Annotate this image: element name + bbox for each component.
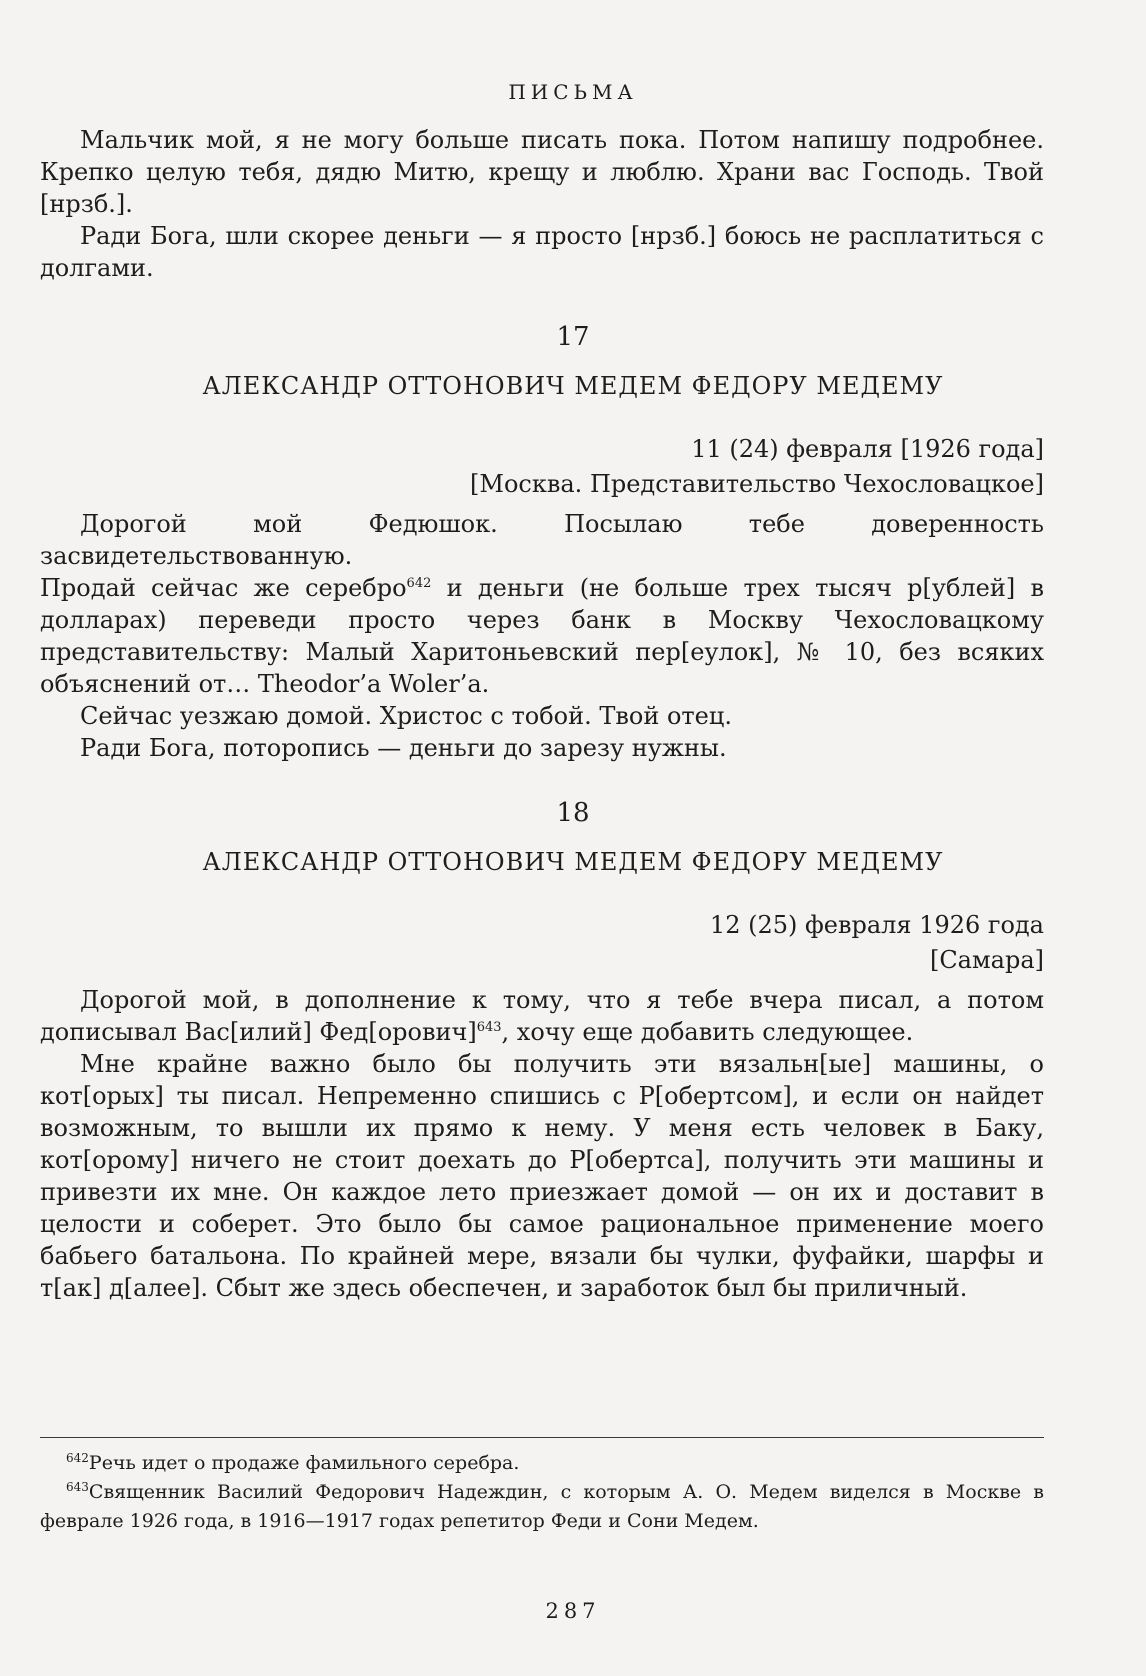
footnote-text: Речь идет о продаже фамильного серебра.: [88, 1452, 520, 1474]
footnote-643: [40, 1478, 1044, 1536]
text-run: , хочу еще добавить следующее.: [501, 1018, 914, 1046]
letter-17-title: АЛЕКСАНДР ОТТОНОВИЧ МЕДЕМ ФЕДОРУ МЕДЕМУ: [202, 372, 944, 400]
letter-18-date: 12 (25) февраля 1926 года: [709, 911, 1044, 939]
footnote-ref-643[interactable]: 643: [476, 1020, 502, 1035]
letter-18-number: 18: [556, 798, 590, 828]
footnote-mark: 643: [66, 1480, 89, 1494]
text-run: и деньги (не больше трех тысяч р[ублей] в долларах) переведи просто через банк в Москву Чехословацкому представительству: Малый Харитоньевский пер[еулок], № 10, без всяких объяснений от… Theodor’a Woler’a.: [40, 574, 1044, 698]
paragraph: [40, 984, 1044, 1048]
previous-letter-ending: [40, 124, 1044, 284]
paragraph: Сейчас уезжаю домой. Христос с тобой. Твой отец.: [80, 702, 732, 730]
letter-18-title: АЛЕКСАНДР ОТТОНОВИЧ МЕДЕМ ФЕДОРУ МЕДЕМУ: [202, 848, 944, 876]
footnote-ref-642[interactable]: 642: [406, 576, 432, 591]
paragraph: [40, 572, 1044, 700]
footnotes: [40, 1449, 1044, 1536]
paragraph: Мальчик мой, я не могу больше писать пока. Потом напишу подробнее. Крепко целую тебя, дядю Митю, крещу и люблю. Храни вас Господь. Твой [нрзб.].: [40, 126, 1044, 218]
footnote-642: [40, 1449, 1044, 1478]
letter-17-number: 17: [556, 322, 590, 352]
text-run: Дорогой мой, в дополнение к тому, что я тебе вчера писал, а потом дописывал Вас[илий] Фед[орович]: [40, 986, 1044, 1046]
letter-17-body: [40, 508, 1044, 764]
paragraph: Дорогой мой Федюшок. Посылаю тебе доверенность засвидетельствованную.: [40, 510, 1044, 570]
page-number: 287: [545, 1599, 601, 1623]
letter-17-date: 11 (24) февраля [1926 года]: [691, 435, 1044, 463]
footnote-divider: [40, 1437, 1044, 1438]
letter-17-place: [Москва. Представительство Чехословацкое]: [470, 470, 1044, 498]
letter-18-body: [40, 984, 1044, 1304]
paragraph: Ради Бога, поторопись — деньги до зарезу нужны.: [80, 734, 727, 762]
footnote-mark: 642: [66, 1451, 89, 1465]
running-head: ПИСЬМА: [508, 80, 638, 104]
letter-18-place: [Самара]: [929, 946, 1044, 974]
text-run: Продай сейчас же серебро: [40, 574, 407, 602]
paragraph: Мне крайне важно было бы получить эти вязальн[ые] машины, о кот[орых] ты писал. Непременно спишись с Р[обертсом], и если он найдет возможным, то вышли их прямо к нему. У меня есть человек в Баку, кот[орому] ничего не стоит доехать до Р[обертса], получить эти машины и привезти их мне. Он каждое лето приезжает домой — он их и доставит в целости и соберет. Это было бы самое рациональное применение моего бабьего батальона. По крайней мере, вязали бы чулки, фуфайки, шарфы и т[ак] д[алее]. Сбыт же здесь обеспечен, и заработок был бы приличный.: [40, 1050, 1044, 1302]
footnote-text: Священник Василий Федорович Надеждин, с которым А. О. Медем виделся в Москве в феврале 1926 года, в 1916—1917 годах репетитор Феди и Сони Медем.: [40, 1481, 1044, 1532]
paragraph: Ради Бога, шли скорее деньги — я просто [нрзб.] боюсь не расплатиться с долгами.: [40, 222, 1044, 282]
